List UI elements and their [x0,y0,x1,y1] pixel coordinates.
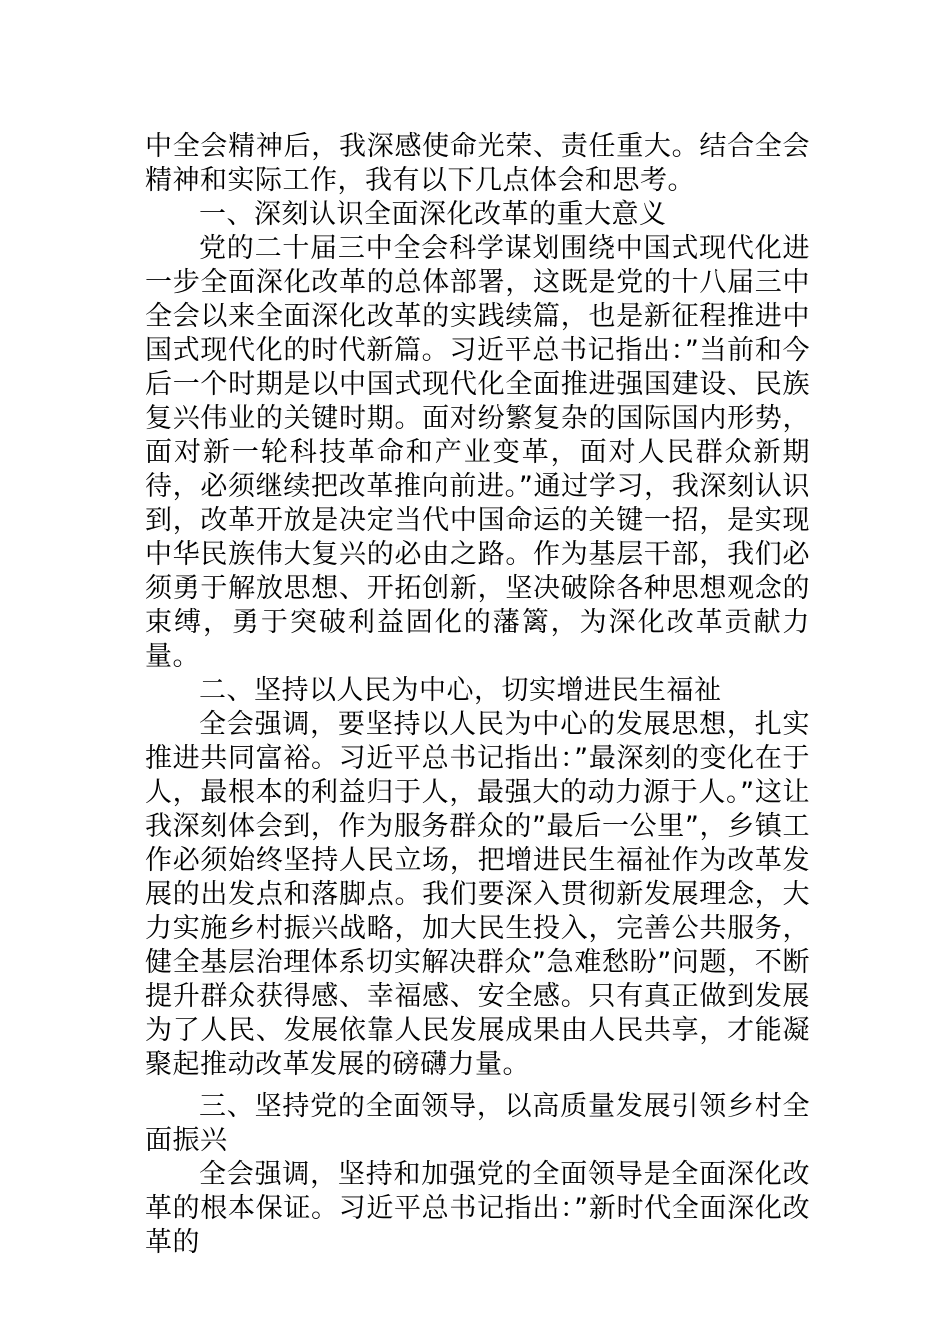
body-paragraph: 中全会精神后，我深感使命光荣、责任重大。结合全会精神和实际工作，我有以下几点体会和思考。 [145,131,810,196]
section-heading: 三、坚持党的全面领导，以高质量发展引领乡村全面振兴 [145,1091,810,1156]
section-heading: 一、深刻认识全面深化改革的重大意义 [199,199,667,230]
body-paragraph: 党的二十届三中全会科学谋划围绕中国式现代化进一步全面深化改革的总体部署，这既是党的十八届三中全会以来全面深化改革的实践续篇，也是新征程推进中国式现代化的时代新篇。习近平总书记指出：”当前和今后一个时期是以中国式现代化全面推进强国建设、民族复兴伟业的关键时期。面对纷繁复杂的国际国内形势，面对新一轮科技革命和产业变革，面对人民群众新期待，必须继续把改革推向前进。”通过学习，我深刻认识到，改革开放是决定当代中国命运的关键一招，是实现中华民族伟大复兴的必由之路。作为基层干部，我们必须勇于解放思想、开拓创新，坚决破除各种思想观念的束缚，勇于突破利益固化的藩篱，为深化改革贡献力量。 [145,233,810,672]
body-paragraph: 全会强调，要坚持以人民为中心的发展思想，扎实推进共同富裕。习近平总书记指出：”最深刻的变化在于人，最根本的利益归于人，最强大的动力源于人。”这让我深刻体会到，作为服务群众的”最后一公里”，乡镇工作必须始终坚持人民立场，把增进民生福祉作为改革发展的出发点和落脚点。我们要深入贯彻新发展理念，大力实施乡村振兴战略，加大民生投入，完善公共服务，健全基层治理体系切实解决群众”急难愁盼”问题，不断提升群众获得感、幸福感、安全感。只有真正做到发展为了人民、发展依靠人民发展成果由人民共享，才能凝聚起推动改革发展的磅礴力量。 [145,709,810,1080]
section-heading: 二、坚持以人民为中心，切实增进民生福祉 [199,675,722,706]
body-paragraph: 全会强调，坚持和加强党的全面领导是全面深化改革的根本保证。习近平总书记指出：”新时代全面深化改革的 [145,1159,810,1258]
document-body [145,130,810,1260]
